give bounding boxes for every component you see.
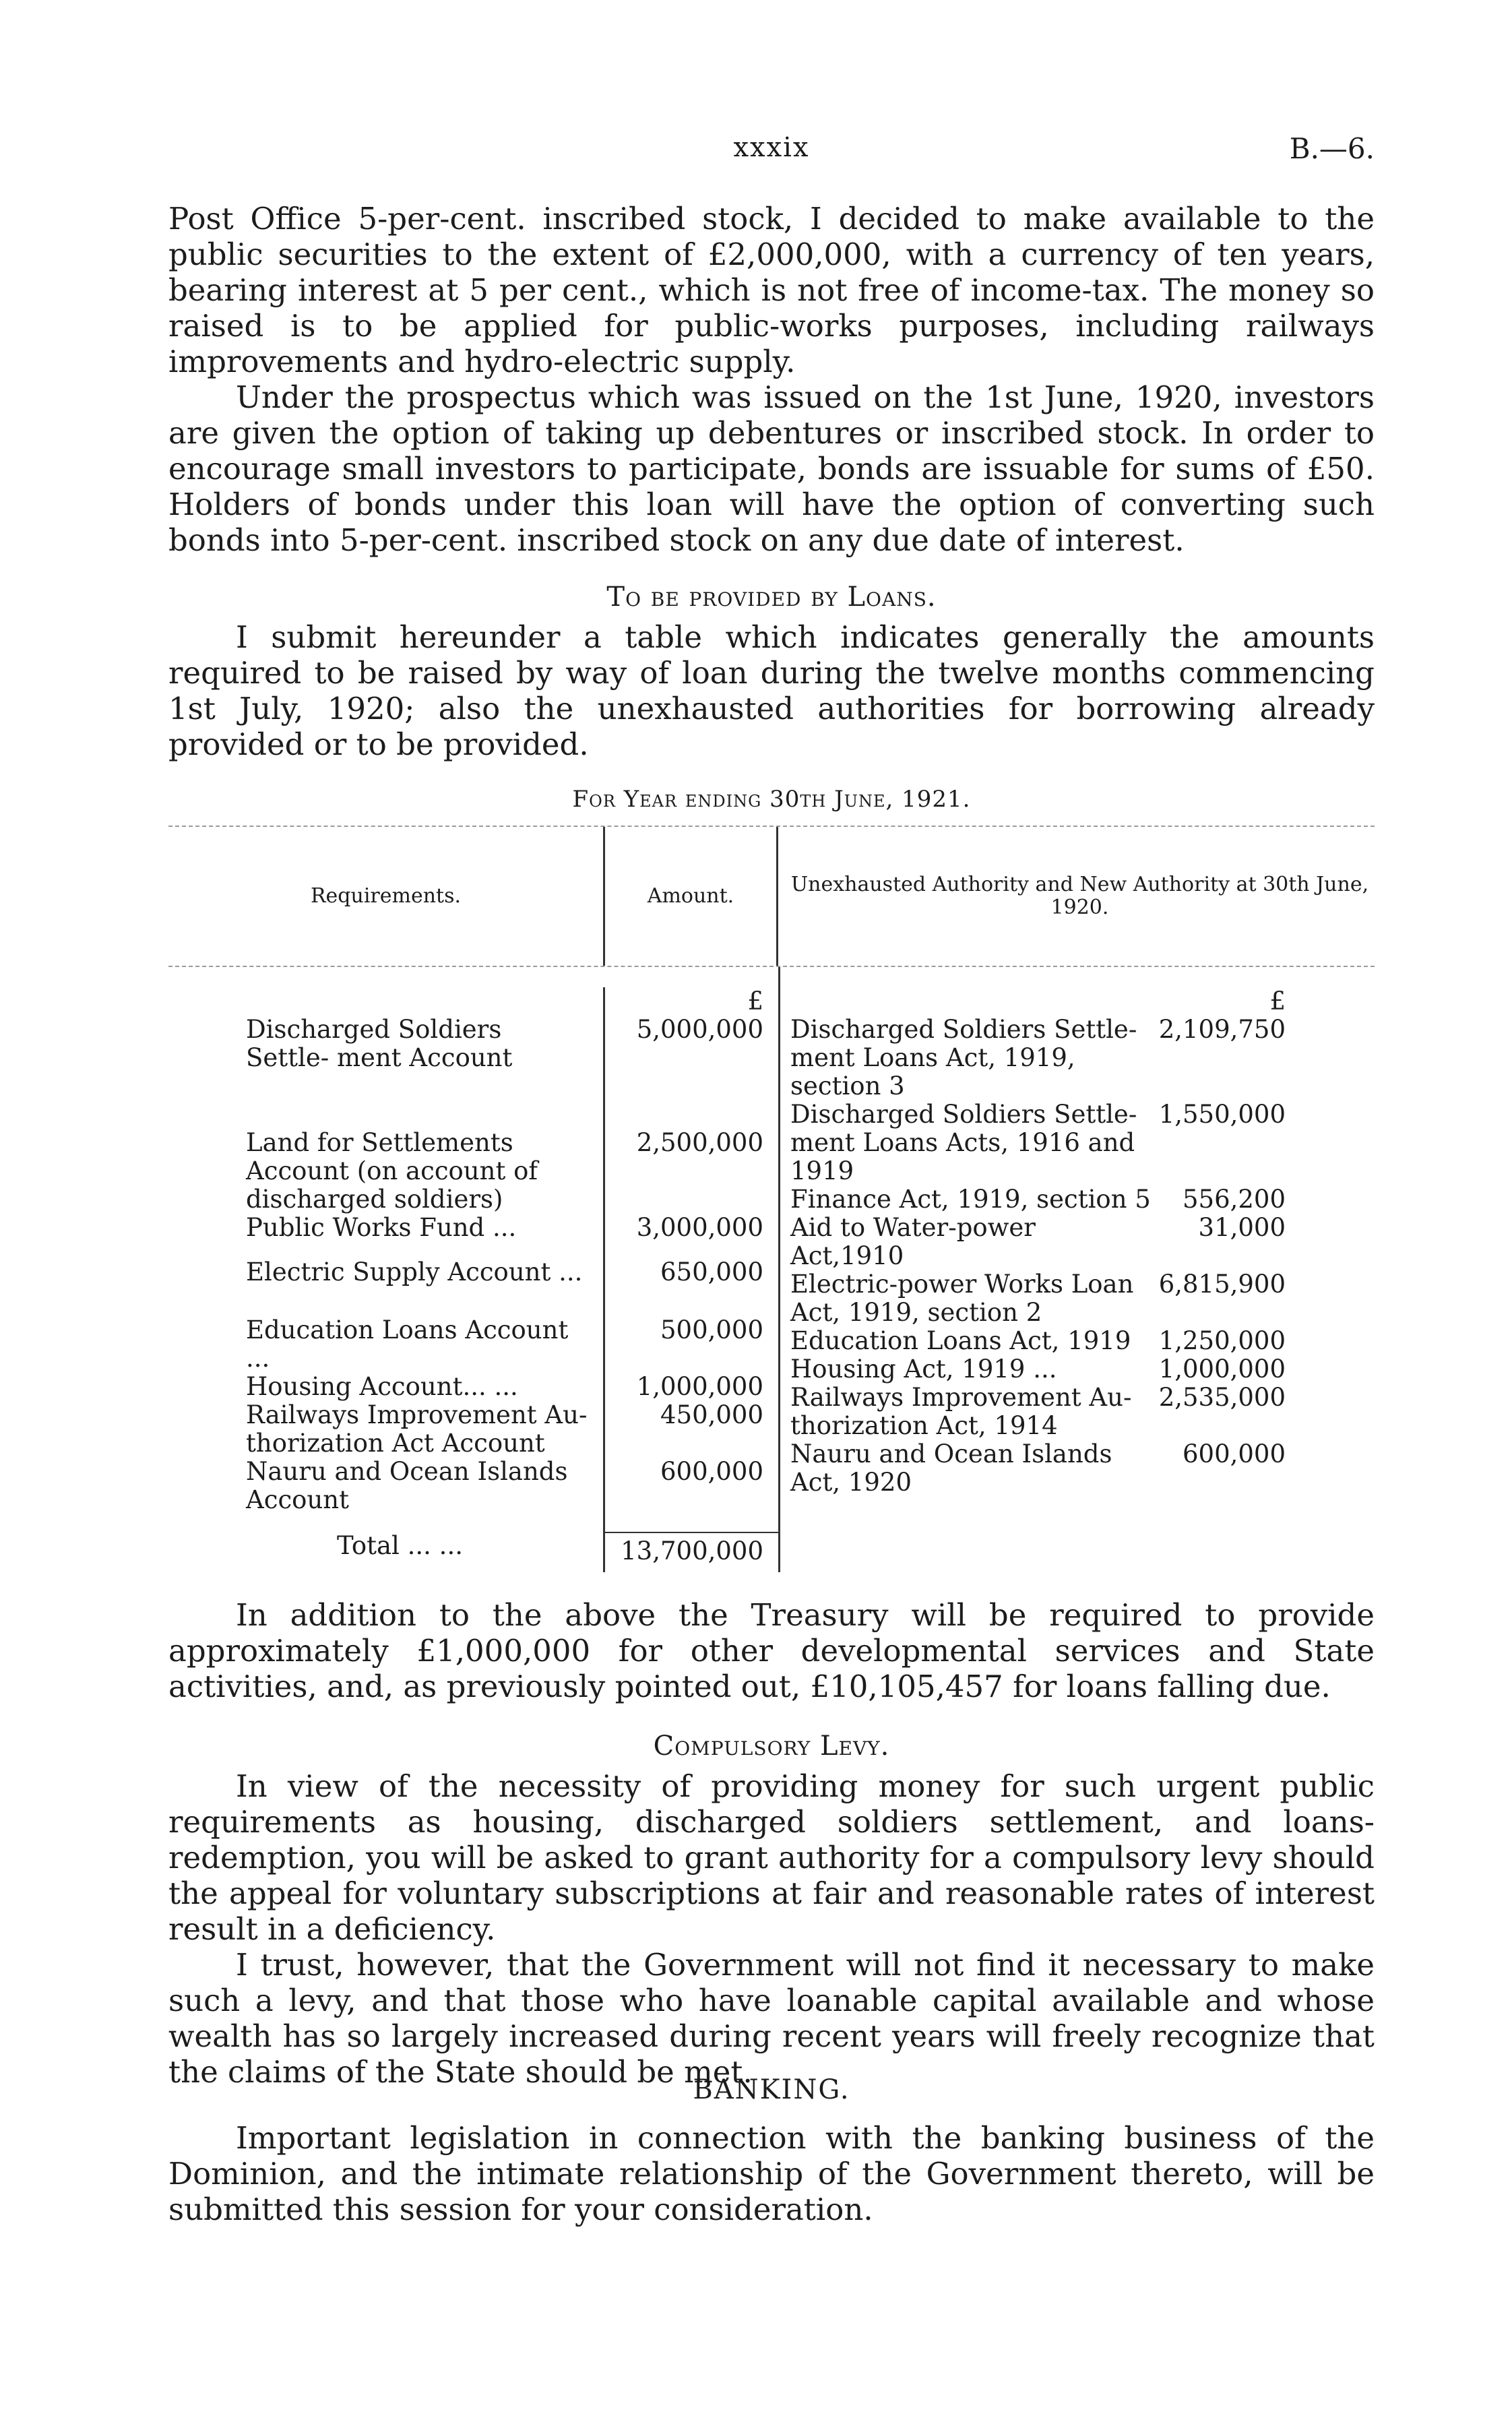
page-header: [168, 132, 1375, 173]
banking-section: [168, 2072, 1375, 2227]
authority-amount: 31,000: [1198, 1213, 1286, 1242]
requirements-column: [168, 967, 778, 1572]
authority-label: Housing Act, 1919 ...: [790, 1355, 1057, 1384]
requirement-amount: 1,000,000: [603, 1373, 778, 1401]
table-row: [780, 1100, 1375, 1185]
requirement-amount: 5,000,000: [603, 1016, 778, 1072]
authority-column: [778, 967, 1375, 1572]
requirement-label: Discharged Soldiers Settle- ment Account: [246, 1015, 513, 1072]
table-row: [780, 1327, 1375, 1355]
authority-label: Aid to Water-power Act,1910: [790, 1213, 1036, 1270]
requirement-label: Public Works Fund ...: [246, 1213, 517, 1242]
table-row: [168, 1373, 778, 1401]
authority-label: Education Loans Act, 1919: [790, 1326, 1131, 1355]
authority-label: Discharged Soldiers Settle- ment Loans Act, 1919, section 3: [790, 1015, 1137, 1100]
banking-paragraph: Important legislation in connection with the banking business of the Dominion, and the intimate relationship of the Government thereto, will be submitted this session for your consideration.: [168, 2120, 1375, 2227]
authority-label: Discharged Soldiers Settle- ment Loans Acts, 1916 and 1919: [790, 1100, 1137, 1185]
table-row: [780, 1270, 1375, 1327]
authority-label: Finance Act, 1919, section 5: [790, 1185, 1151, 1214]
authority-amount: 556,200: [1182, 1185, 1286, 1214]
loans-table: [168, 826, 1375, 1572]
table-row: [168, 1458, 778, 1532]
levy-section: [168, 1729, 1375, 2090]
authority-amount: 2,109,750: [1158, 1015, 1286, 1044]
table-header-row: [168, 827, 1375, 967]
table-row: [168, 1316, 778, 1373]
requirement-amount: 450,000: [603, 1401, 778, 1458]
table-row: [780, 1384, 1375, 1440]
addition-section: [168, 1597, 1375, 1704]
addition-paragraph: In addition to the above the Treasury will be required to provide approximately £1,000,000 for other developmental services and State activities, and, as previously pointed out, £10,105,457 for loans falling due.: [168, 1597, 1375, 1704]
requirement-label: Nauru and Ocean Islands Account: [246, 1457, 568, 1514]
table-row: [168, 1401, 778, 1458]
currency-row: [780, 987, 1375, 1016]
table-row: [780, 1440, 1375, 1514]
requirement-amount: 600,000: [603, 1458, 778, 1532]
authority-amount: 1,550,000: [1158, 1100, 1286, 1129]
requirement-amount: 2,500,000: [603, 1129, 778, 1214]
currency-symbol: £: [1269, 987, 1286, 1016]
authority-amount: 1,250,000: [1158, 1326, 1286, 1355]
table-row: [168, 1072, 778, 1129]
header-requirements: Requirements.: [310, 884, 462, 908]
loans-section: [168, 580, 1375, 762]
table-row: [780, 1214, 1375, 1270]
table-row: [780, 1016, 1375, 1100]
authority-amount: 6,815,900: [1158, 1270, 1286, 1299]
levy-paragraph-2: I trust, however, that the Government will not find it necessary to make such a levy, and that those who have loanable capital available and whose wealth has so largely increased during recent years will freely recognize that the claims of the State should be met.: [168, 1947, 1375, 2090]
requirement-label: Housing Account... ...: [246, 1372, 518, 1401]
requirement-label: Land for Settlements Account (on account of discharged soldiers): [246, 1128, 538, 1214]
requirement-amount: 500,000: [603, 1316, 778, 1373]
authority-amount: 2,535,000: [1158, 1383, 1286, 1412]
table-title: For Year ending 30th June, 1921.: [572, 786, 971, 813]
levy-heading: Compulsory Levy.: [653, 1731, 890, 1762]
table-row: [780, 1355, 1375, 1384]
total-label: Total ... ...: [337, 1531, 463, 1560]
requirement-label: Education Loans Account ...: [246, 1315, 569, 1373]
document-reference: B.—6.: [1289, 132, 1375, 165]
authority-label: Railways Improvement Au- thorization Act, 1914: [790, 1383, 1132, 1440]
total-amount: 13,700,000: [603, 1532, 778, 1572]
authority-amount: 1,000,000: [1158, 1355, 1286, 1384]
requirement-label: Railways Improvement Au- thorization Act Account: [246, 1400, 588, 1458]
authority-label: Nauru and Ocean Islands Act, 1920: [790, 1439, 1112, 1497]
loans-paragraph: I submit hereunder a table which indicates generally the amounts required to be raised by way of loan during the twelve months commencing 1st July, 1920; also the unexhausted authorities for borrowing already provided or to be provided.: [168, 619, 1375, 762]
table-row: [168, 1214, 778, 1258]
authority-label: Electric-power Works Loan Act, 1919, section 2: [790, 1270, 1134, 1327]
authority-amount: 600,000: [1182, 1439, 1286, 1468]
page-number: xxxix: [733, 132, 810, 163]
currency-row: [168, 967, 778, 1016]
total-row: [168, 1532, 778, 1572]
loans-heading: To be provided by Loans.: [606, 582, 937, 613]
intro-paragraph-1: Post Office 5-per-cent. inscribed stock, I decided to make available to the public securities to the extent of £2,000,000, with a currency of ten years, bearing interest at 5 per cent., which is not free of income-tax. The money so raised is to be applied for public-works purposes, including railways improvements and hydro-electric supply.: [168, 201, 1375, 379]
currency-symbol: £: [603, 987, 778, 1016]
header-amount: Amount.: [603, 827, 778, 966]
table-row: [168, 1258, 778, 1316]
table-row: [168, 1016, 778, 1072]
requirement-label: Electric Supply Account ...: [246, 1258, 583, 1286]
table-body: [168, 967, 1375, 1572]
requirement-amount: 650,000: [603, 1258, 778, 1316]
banking-heading: BANKING.: [693, 2074, 850, 2105]
table-title-wrap: [168, 782, 1375, 817]
intro-paragraph-2: Under the prospectus which was issued on the 1st June, 1920, investors are given the option of taking up debentures or inscribed stock. In order to encourage small investors to participate, bonds are issuable for sums of £50. Holders of bonds under this loan will have the option of converting such bonds into 5-per-cent. inscribed stock on any due date of interest.: [168, 379, 1375, 558]
table-row: [168, 1129, 778, 1214]
intro-section: [168, 201, 1375, 558]
table-row: [780, 1185, 1375, 1214]
header-authority: Unexhausted Authority and New Authority at 30th June, 1920.: [790, 873, 1369, 919]
levy-paragraph-1: In view of the necessity of providing money for such urgent public requirements as housing, discharged soldiers settlement, and loans-redemption, you will be asked to grant authority for a compulsory levy should the appeal for voluntary subscriptions at fair and reasonable rates of interest result in a deficiency.: [168, 1768, 1375, 1947]
requirement-amount: 3,000,000: [603, 1214, 778, 1258]
